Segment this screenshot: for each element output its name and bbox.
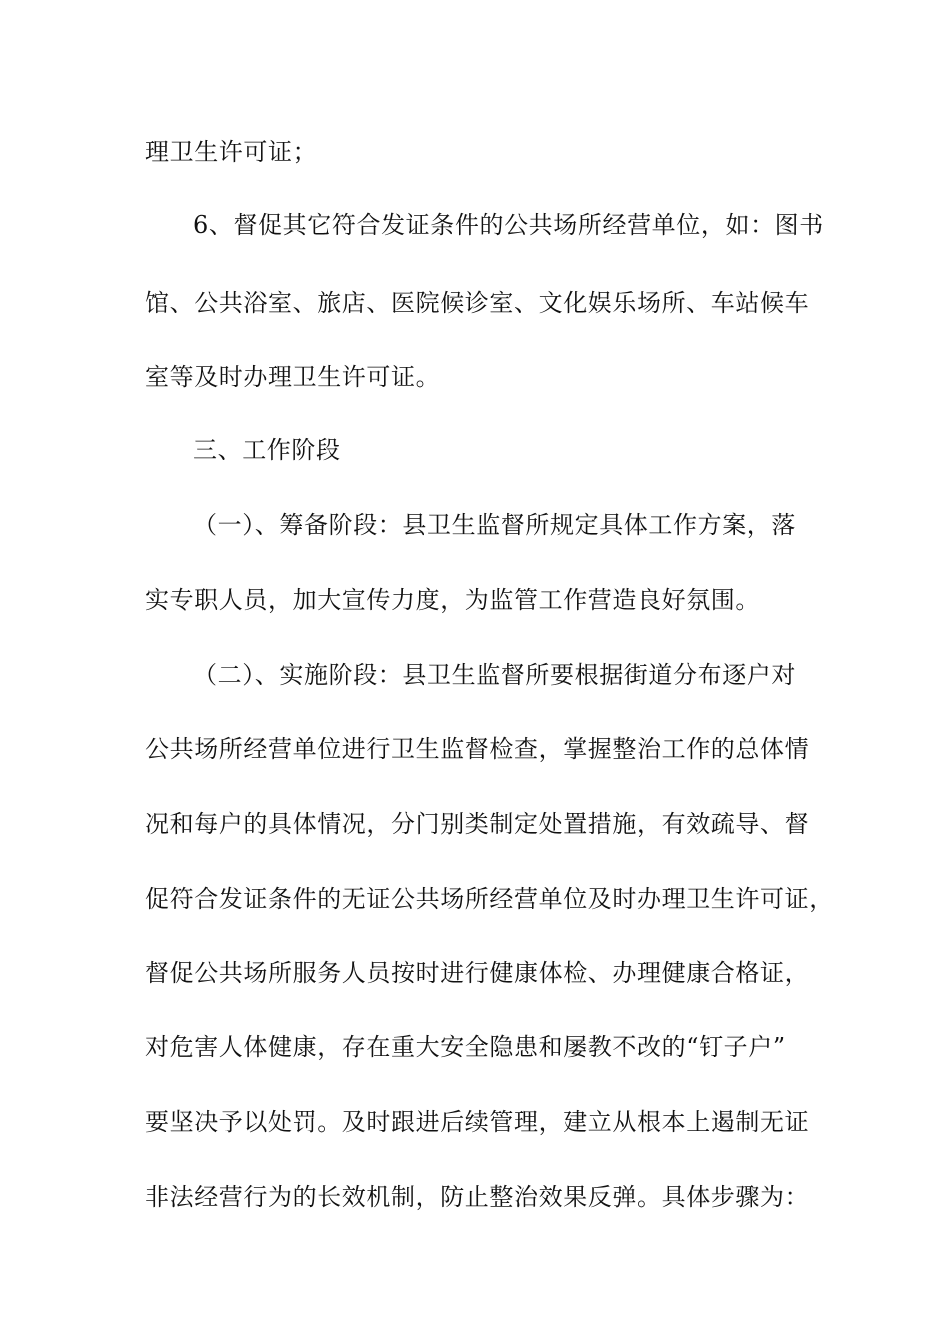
text-line: 非法经营行为的长效机制，防止整治效果反弹。具体步骤为：: [145, 1183, 810, 1211]
text-line: 促符合发证条件的无证公共场所经营单位及时办理卫生许可证，: [145, 885, 834, 913]
numbered-item-6: 6、督促其它符合发证条件的公共场所经营单位，如：图书: [193, 211, 824, 239]
text-line: 督促公共场所服务人员按时进行健康体检、办理健康合格证，: [145, 959, 810, 987]
text-line: 要坚决予以处罚。及时跟进后续管理，建立从根本上遏制无证: [145, 1108, 810, 1136]
text-line: 公共场所经营单位进行卫生监督检查，掌握整治工作的总体情: [145, 735, 810, 763]
text-line: 馆、公共浴室、旅店、医院候诊室、文化娱乐场所、车站候车: [145, 289, 810, 317]
text-line: 理卫生许可证；: [145, 138, 318, 166]
text-line: 对危害人体健康，存在重大安全隐患和屡教不改的“钉子户”: [145, 1033, 786, 1061]
text-line: 实专职人员，加大宣传力度，为监管工作营造良好氛围。: [145, 586, 760, 614]
text-line: 室等及时办理卫生许可证。: [145, 363, 441, 391]
text-line: 况和每户的具体情况，分门别类制定处置措施，有效疏导、督: [145, 810, 810, 838]
paragraph-first-line: （二）、实施阶段：县卫生监督所要根据街道分布逐户对: [193, 661, 796, 689]
section-heading: 三、工作阶段: [193, 436, 341, 464]
paragraph-first-line: （一）、筹备阶段：县卫生监督所规定具体工作方案，落: [193, 511, 796, 539]
